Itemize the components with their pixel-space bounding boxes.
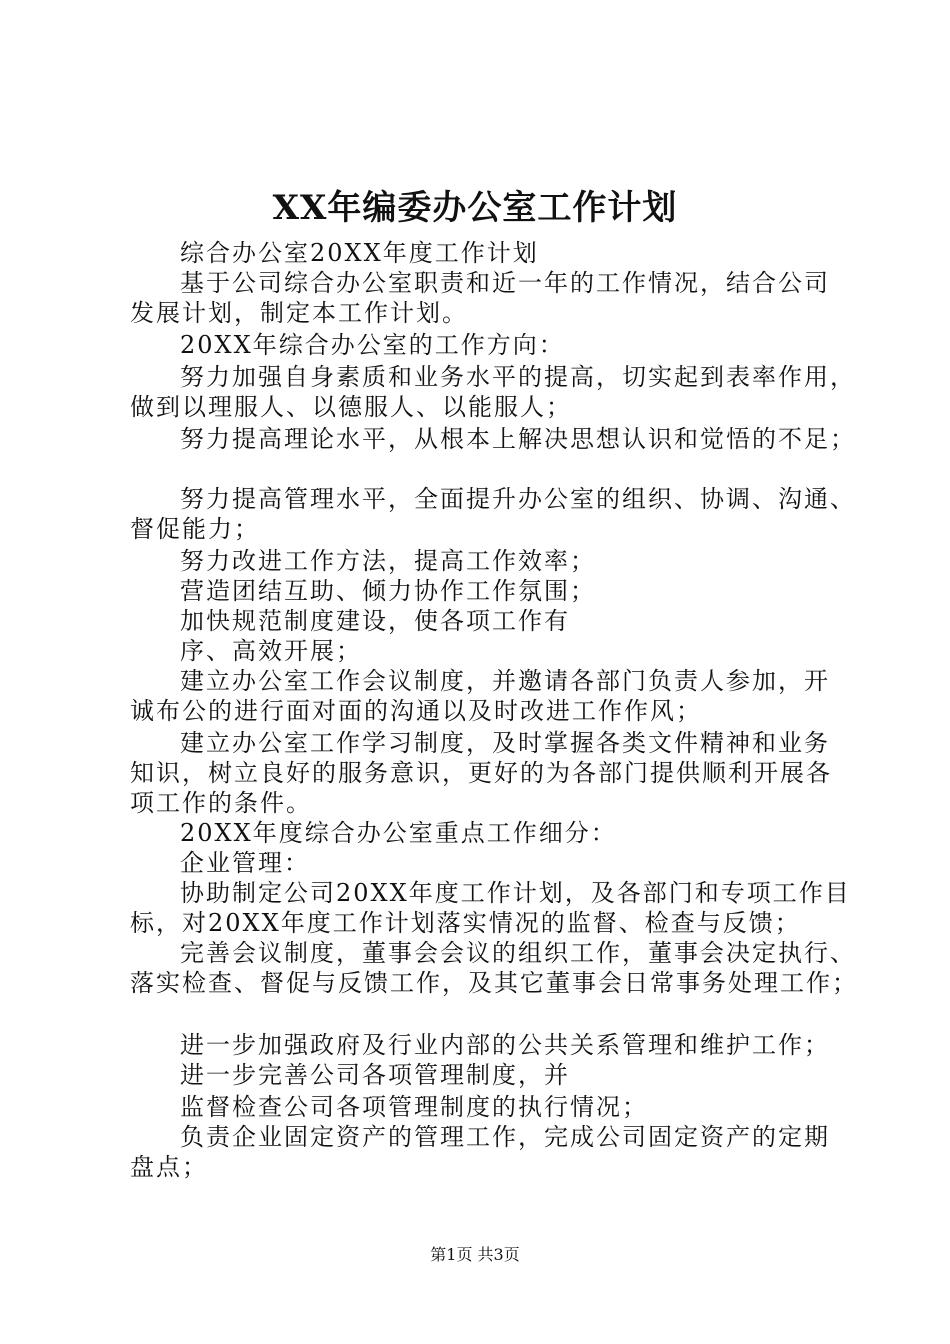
paragraph-line: 综合办公室20XX年度工作计划 bbox=[180, 239, 539, 267]
paragraph-line: 督促能力； bbox=[130, 515, 260, 543]
paragraph-line: 盘点； bbox=[130, 1153, 208, 1181]
paragraph-line: 企业管理： bbox=[180, 849, 310, 877]
paragraph-line: 做到以理服人、以德服人、以能服人； bbox=[130, 393, 572, 421]
page-number-footer: 第1页 共3页 bbox=[430, 1245, 520, 1264]
paragraph-line: 序、高效开展； bbox=[180, 637, 362, 665]
paragraph-line: 标，对20XX年度工作计划落实情况的监督、检查与反馈； bbox=[130, 909, 801, 937]
paragraph-line: 20XX年度综合办公室重点工作细分： bbox=[180, 819, 617, 847]
paragraph-line: 协助制定公司20XX年度工作计划，及各部门和专项工作目 bbox=[180, 879, 851, 907]
paragraph-line: 进一步加强政府及行业内部的公共关系管理和维护工作； bbox=[180, 1031, 830, 1059]
paragraph-line: 基于公司综合办公室职责和近一年的工作情况，结合公司 bbox=[180, 269, 830, 297]
document-title: XX年编委办公室工作计划 bbox=[272, 188, 678, 228]
paragraph-line: 努力提高管理水平，全面提升办公室的组织、协调、沟通、 bbox=[180, 485, 856, 513]
paragraph-line: 项工作的条件。 bbox=[130, 789, 312, 817]
paragraph-line: 完善会议制度，董事会会议的组织工作，董事会决定执行、 bbox=[180, 939, 856, 967]
paragraph-line: 建立办公室工作学习制度，及时掌握各类文件精神和业务 bbox=[180, 729, 830, 757]
paragraph-line: 监督检查公司各项管理制度的执行情况； bbox=[180, 1093, 648, 1121]
paragraph-line: 20XX年综合办公室的工作方向： bbox=[180, 331, 565, 359]
paragraph-line: 建立办公室工作会议制度，并邀请各部门负责人参加，开 bbox=[180, 667, 830, 695]
paragraph-line: 诚布公的进行面对面的沟通以及时改进工作作风； bbox=[130, 697, 702, 725]
paragraph-line: 努力改进工作方法，提高工作效率； bbox=[180, 547, 596, 575]
paragraph-line: 努力提高理论水平，从根本上解决思想认识和觉悟的不足； bbox=[180, 425, 856, 453]
paragraph-line: 努力加强自身素质和业务水平的提高，切实起到表率作用， bbox=[180, 363, 856, 391]
paragraph-line: 落实检查、督促与反馈工作，及其它董事会日常事务处理工作； bbox=[130, 969, 858, 997]
paragraph-line: 知识，树立良好的服务意识，更好的为各部门提供顺利开展各 bbox=[130, 759, 832, 787]
paragraph-line: 营造团结互助、倾力协作工作氛围； bbox=[180, 577, 596, 605]
paragraph-line: 负责企业固定资产的管理工作，完成公司固定资产的定期 bbox=[180, 1123, 830, 1151]
paragraph-line: 进一步完善公司各项管理制度，并 bbox=[180, 1061, 570, 1089]
paragraph-line: 加快规范制度建设，使各项工作有 bbox=[180, 607, 570, 635]
paragraph-line: 发展计划，制定本工作计划。 bbox=[130, 299, 468, 327]
